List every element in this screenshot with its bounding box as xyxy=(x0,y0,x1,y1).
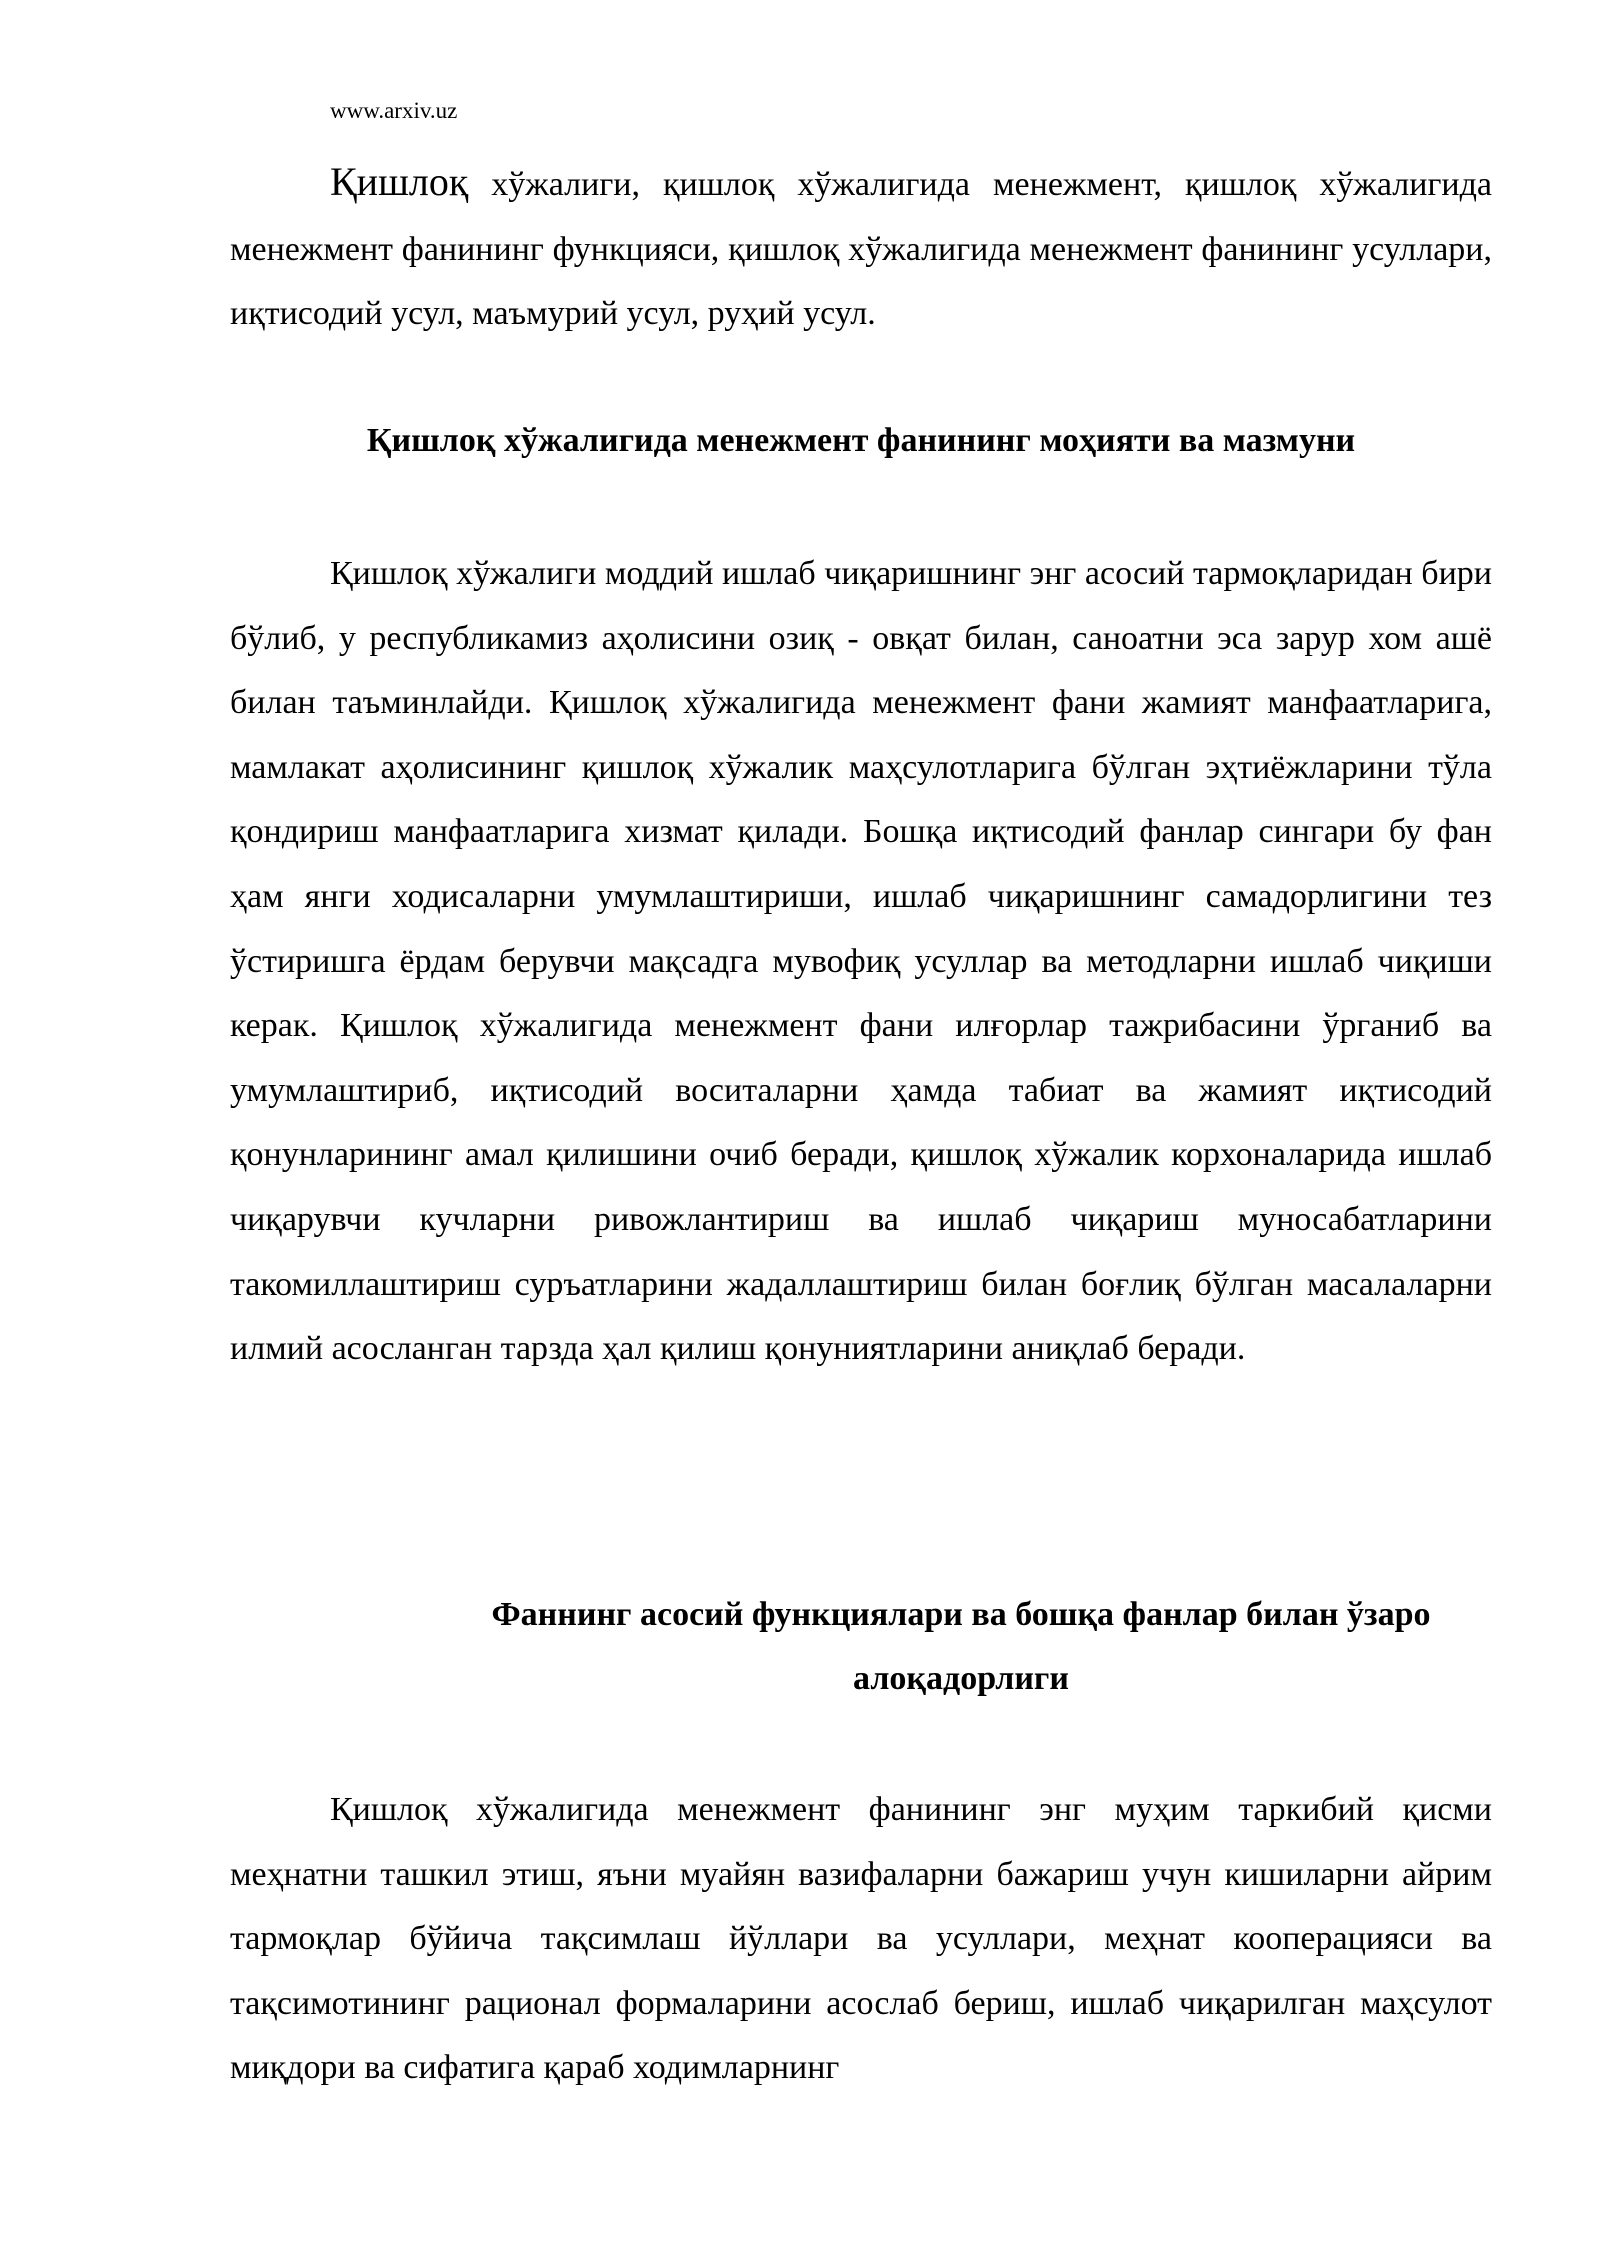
source-url: www.arxiv.uz xyxy=(330,98,458,123)
section-heading-essence: Қишлоқ хўжалигида менежмент фанининг моҳияти ва мазмуни xyxy=(366,422,1356,459)
body-paragraph-functions: Қишлоқ хўжалигида менежмент фанининг энг муҳим таркибий қисми меҳнатни ташкил этиш, яъни муайян вазифаларни бажариш учун кишиларни айрим тармоқлар бўйича тақсимлаш йўллари ва усуллари, меҳнат кооперацияси ва тақсимотининг рационал формаларини асослаб бериш, ишлаб чиқарилган маҳсулот миқдори ва сифатига қараб ходимларнинг xyxy=(230,1791,1492,2087)
section-heading-functions-line1: Фаннинг асосий функциялари ва бошқа фанлар билан ўзаро xyxy=(491,1596,1431,1633)
keywords-text: хўжалиги, қишлоқ хўжалигида менежмент, қишлоқ хўжалигида менежмент фанининг функцияси, қишлоқ хўжалигида менежмент фанининг усуллари, иқтисодий усул, маъмурий усул, руҳий усул. xyxy=(230,166,1492,333)
keywords-paragraph xyxy=(230,150,1492,347)
section-heading-functions-line2: алоқадорлиги xyxy=(853,1660,1069,1697)
keywords-first-word: Қишлоқ xyxy=(330,159,469,204)
body-paragraph-essence: Қишлоқ хўжалиги моддий ишлаб чиқаришнинг энг асосий тармоқларидан бири бўлиб, у республикамиз аҳолисини озиқ - овқат билан, саноатни эса зарур хом ашё билан таъминлайди. Қишлоқ хўжалигида менежмент фани жамият манфаатларига, мамлакат аҳолисининг қишлоқ хўжалик маҳсулотларига бўлган эҳтиёжларини тўла қондириш манфаатларига хизмат қилади. Бошқа иқтисодий фанлар сингари бу фан ҳам янги ходисаларни умумлаштириши, ишлаб чиқаришнинг самадорлигини тез ўстиришга ёрдам берувчи мақсадга мувофиқ усуллар ва методларни ишлаб чиқиши керак. Қишлоқ хўжалигида менежмент фани илғорлар тажрибасини ўрганиб ва умумлаштириб, иқтисодий воситаларни ҳамда табиат ва жамият иқтисодий қонунларининг амал қилишини очиб беради, қишлоқ хўжалик корхоналарида ишлаб чиқарувчи кучларни ривожлантириш ва ишлаб чиқариш муносабатларини такомиллаштириш суръатларини жадаллаштириш билан боғлиқ бўлган масалаларни илмий асосланган тарзда ҳал қилиш қонуниятларини аниқлаб беради. xyxy=(230,555,1492,1368)
